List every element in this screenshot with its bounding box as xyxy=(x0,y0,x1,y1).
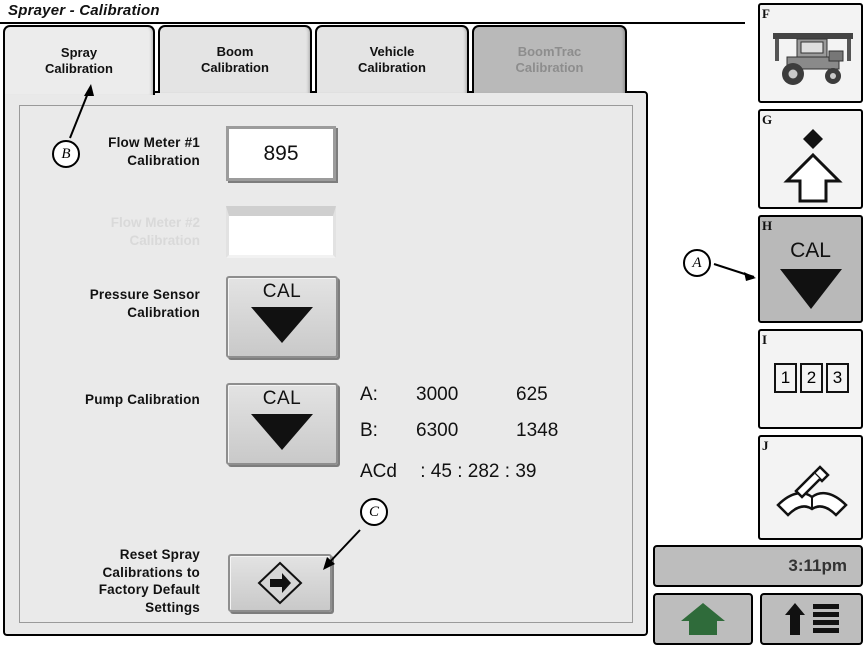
callout-b: B xyxy=(52,140,80,168)
pressure-sensor-cal-button[interactable] xyxy=(226,276,338,358)
callout-a-leader xyxy=(710,255,770,295)
pump-calibration-label: Pump Calibration xyxy=(85,392,200,407)
cal-label: CAL xyxy=(262,388,302,409)
callout-c: C xyxy=(360,498,388,526)
pump-row-col2: 1348 xyxy=(516,420,559,441)
flow-meter-2-value-faded xyxy=(226,206,336,258)
corner-letter: I xyxy=(762,332,768,347)
tab-label-line2: Calibration xyxy=(201,60,269,75)
side-cal-label: CAL xyxy=(790,239,831,262)
down-arrow-icon xyxy=(251,414,313,450)
tab-label-line1: Vehicle xyxy=(369,43,415,59)
tab-label-line2: Calibration xyxy=(45,61,113,76)
pressure-sensor-label: Pressure Sensor Calibration xyxy=(89,287,200,320)
menu-button[interactable] xyxy=(760,593,863,645)
pump-row-name: B: xyxy=(360,420,378,441)
keypad-digit: 1 xyxy=(774,363,797,393)
pump-row-col2: 625 xyxy=(516,384,548,405)
side-button-vehicle-view[interactable] xyxy=(758,3,863,103)
flow-meter-label: Flow Meter #1 Calibration xyxy=(108,135,200,168)
tab-vehicle-calibration[interactable] xyxy=(315,25,469,93)
pump-cal-button[interactable] xyxy=(226,383,338,465)
side-button-cal[interactable] xyxy=(758,215,863,323)
right-arrow-diamond-icon xyxy=(257,561,303,605)
pump-values-table xyxy=(360,384,596,456)
up-arrow-icon xyxy=(783,127,843,205)
home-icon xyxy=(679,601,727,637)
tab-label-line1: Spray xyxy=(60,44,98,60)
page-title: Sprayer - Calibration xyxy=(8,2,160,19)
side-button-numbers[interactable] xyxy=(758,329,863,429)
acd-values: : 45 : 282 : 39 xyxy=(420,461,537,482)
list-up-arrow-icon xyxy=(781,601,843,637)
corner-letter: F xyxy=(762,6,770,21)
down-arrow-icon xyxy=(251,307,313,343)
tab-label-line2: Calibration xyxy=(515,60,584,75)
pump-row-col1: 6300 xyxy=(416,420,459,441)
corner-letter: J xyxy=(762,438,769,453)
flow-meter-value[interactable]: 895 xyxy=(226,126,336,181)
keypad-digit: 3 xyxy=(826,363,849,393)
table-row xyxy=(360,384,596,406)
acd-row xyxy=(360,461,536,483)
side-button-up-arrow[interactable] xyxy=(758,109,863,209)
side-button-manual[interactable] xyxy=(758,435,863,540)
cal-down-arrow-icon xyxy=(780,269,842,309)
callout-c-leader xyxy=(316,526,368,578)
cal-label: CAL xyxy=(262,281,302,302)
tab-label-line1: BoomTrac xyxy=(517,43,582,59)
tab-boom-calibration[interactable] xyxy=(158,25,312,93)
table-row xyxy=(360,420,596,442)
flow-meter-2-label-faded: Flow Meter #2 Calibration xyxy=(110,215,200,248)
keypad-digit: 2 xyxy=(800,363,823,393)
pump-row-col1: 3000 xyxy=(416,384,459,405)
reset-calibration-label: Reset Spray Calibrations to Factory Default Settings xyxy=(98,547,200,615)
home-button[interactable] xyxy=(653,593,753,645)
pump-row-name: A: xyxy=(360,384,378,405)
tab-label-line1: Boom xyxy=(216,43,254,59)
numeric-keypad-icon xyxy=(774,363,849,393)
tab-label-line2: Calibration xyxy=(358,60,426,75)
callout-a: A xyxy=(683,249,711,277)
title-divider xyxy=(0,22,745,24)
tractor-icon xyxy=(767,27,859,89)
corner-letter: G xyxy=(762,112,773,127)
callout-b-leader xyxy=(62,80,102,142)
acd-label: ACd xyxy=(360,461,397,482)
corner-letter: H xyxy=(762,218,773,233)
clock-display: 3:11pm xyxy=(653,545,863,587)
book-wrench-icon xyxy=(774,461,850,523)
tab-boomtrac-calibration[interactable] xyxy=(472,25,627,93)
